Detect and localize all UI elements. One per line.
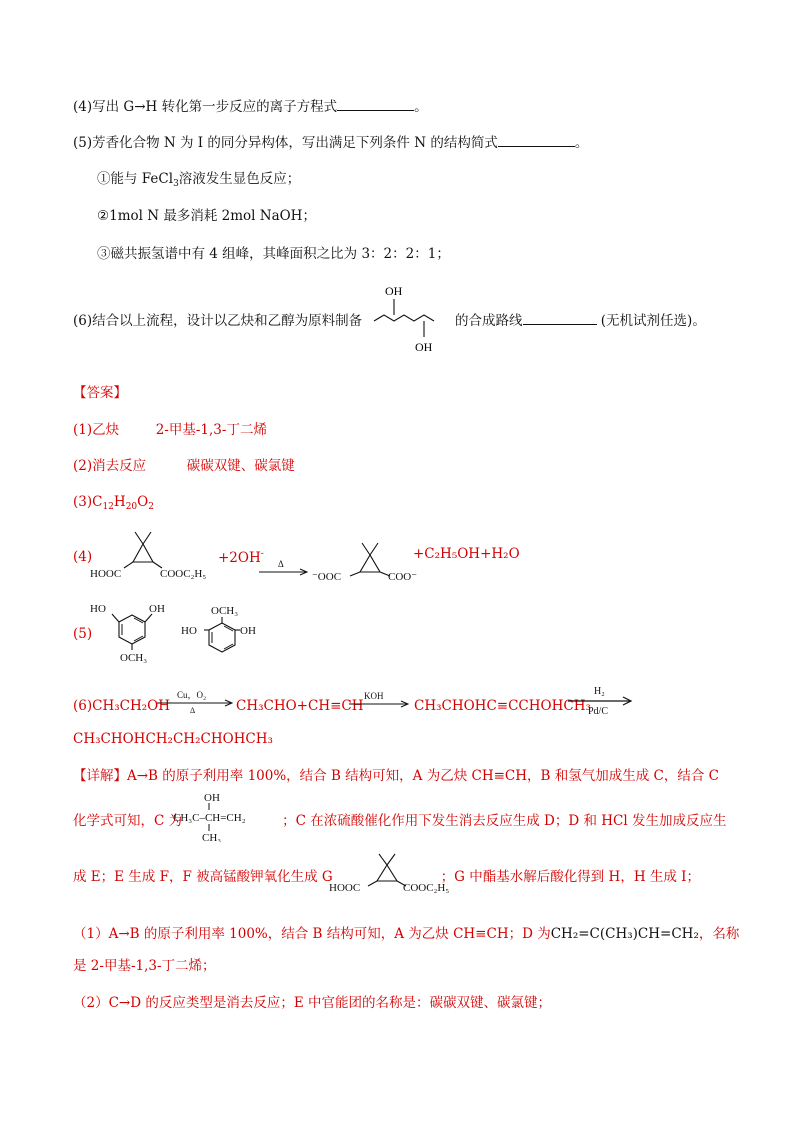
dicarboxylate-structure [312,540,420,586]
oh-label: OH [149,603,165,615]
svg-text:Cu，O₂: Cu，O₂ [177,690,207,700]
question-6-end [455,312,706,330]
svg-text:Pd/C: Pd/C [588,706,609,717]
answer-1-label: (1)乙炔 [73,422,120,438]
answer-4-label: (4) [73,549,93,565]
answer-4-products: +C₂H₅OH+H₂O [413,546,520,562]
svg-text:CH₃: CH₃ [202,832,222,842]
condition-1 [97,170,300,193]
structure-resorcinol-methyl-ether [88,597,178,665]
structure-methoxy-catechol [178,603,268,665]
detail-line-5: 是 2-甲基-1,3-丁二烯； [73,958,216,974]
detail-line-2: 化学式可知，C 为 ；C 在浓硫酸催化作用下发生消去反应生成 D；D 和 HCl 发生加成反应生 [73,813,727,829]
route-intermediate-2: CH₃CHOHC≡CCHOHCH₃ [414,698,591,714]
answer-2-value: 碳碳双键、碳氯键 [186,458,295,474]
detail-line-1: 【详解】A→B 的原子利用率 100%，结合 B 结构可知，A 为乙炔 CH≡CH，B 和氢气加成生成 C，结合 C [73,768,719,784]
answer-3: $(3)C_{12}H_{20}O_2$ [73,494,154,512]
condition-3: ③磁共振氢谱中有 4 组峰，其峰面积之比为 3：2：2：1； [97,246,450,262]
ho-label: HO [181,625,197,637]
hydroxide-term: +2OH- [218,549,264,566]
carboxylate-label-left: ⁻OOC [312,571,342,583]
answer-1-value: 2-甲基-1,3-丁二烯 [155,422,267,438]
answer-1 [73,421,267,439]
question-4-text: (4)写出 G→H 转化第一步反应的离子方程式 [73,99,338,115]
svg-text:Δ: Δ [190,706,196,715]
target-diol-structure [372,280,454,356]
svg-text:HOOC: HOOC [329,882,361,894]
subscript: 3 [173,179,179,189]
svg-text:H₂: H₂ [594,686,605,697]
condition-1-text: ①能与 FeCl [97,171,174,187]
oh-label: OH [240,625,256,637]
ester-acid-structure [88,528,223,584]
route-start: (6)CH₃CH₂OH [73,698,170,714]
detail-line-4: （1）A→B 的原子利用率 100%，结合 B 结构可知，A 为乙炔 CH≡CH；D 为CH₂=C(CH₃)CH=CH₂，名称 [73,926,740,942]
question-4 [73,98,428,116]
svg-text:OH: OH [204,792,220,804]
question-5 [73,134,588,152]
route-intermediate-1: CH₃CHO+CH≡CH [236,698,364,714]
compound-c-structure [171,790,271,842]
heat-arrow [258,558,310,578]
compound-g-structure [329,852,459,896]
carboxylate-label-right: COO⁻ [388,571,418,583]
svg-text:CH₃C–CH=CH₂: CH₃C–CH=CH₂ [173,812,246,824]
hooc-label: HOOC [90,568,122,580]
arrow-cu-o2 [155,688,235,716]
question-6-start: (6)结合以上流程，设计以乙炔和乙醇为原料制备 [73,313,363,329]
svg-text:Δ: Δ [278,559,284,569]
ho-label: HO [90,603,106,615]
condition-1-text-end: 溶液发生显色反应； [178,171,301,187]
cooc2h5-label: COOC₂H₅ [160,568,207,580]
answer-2 [73,457,295,475]
oh-label-bottom: OH [415,340,433,354]
svg-text:KOH: KOH [364,691,384,701]
arrow-koh [347,690,411,712]
detail-line-3: 成 E；E 生成 F，F 被高锰酸钾氧化生成 G ；G 中酯基水解后酸化得到 H，H 生成 I； [73,869,701,885]
answer-heading: 【答案】 [73,385,127,401]
och3-label: OCH₃ [211,605,239,617]
answer-blank [498,134,575,147]
och3-label: OCH₃ [120,652,148,664]
route-final-product: CH₃CHOHCH₂CH₂CHOHCH₃ [73,731,273,747]
svg-text:COOC₂H₅: COOC₂H₅ [403,882,450,894]
condition-2: ②1mol N 最多消耗 2mol NaOH； [97,208,316,224]
question-5-end: 。 [574,135,589,151]
arrow-h2-pdc [566,684,634,718]
question-6-route-text: 的合成路线 [455,313,523,329]
answer-5-label: (5) [73,626,93,642]
question-4-end: 。 [414,99,428,115]
question-5-text: (5)芳香化合物 N 为 I 的同分异构体，写出满足下列条件 N 的结构简式 [73,135,498,151]
detail-line-6: （2）C→D 的反应类型是消去反应；E 中官能团的名称是：碳碳双键、碳氯键； [73,995,551,1011]
answer-2-label: (2)消去反应 [73,458,147,474]
oh-label-top: OH [385,284,403,298]
question-6-note: (无机试剂任选)。 [596,313,706,329]
answer-blank [523,312,597,325]
answer-blank [337,98,414,111]
compound-d-formula: CH₂=C(CH₃)CH=CH₂ [550,926,699,942]
